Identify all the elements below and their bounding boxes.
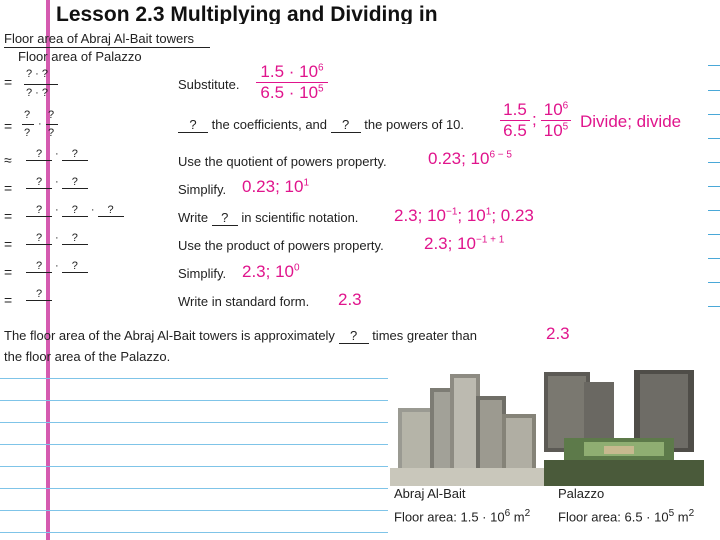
step-answer: 2.3; $10^0$ [242, 262, 300, 281]
header-numerator: Floor area of Abraj Al-Bait towers [4, 31, 195, 46]
blank-triple: ? · ? · ? [26, 204, 124, 217]
step-instruction: ? the coefficients, and ? the powers of 10. [178, 117, 464, 133]
blank-pair: ? · ? [26, 232, 88, 245]
step-answer: 2.3; $10^{-1 + 1}$ [424, 234, 505, 253]
power-fraction: $10^6$ $10^5$ [541, 100, 571, 141]
photo-label: Abraj Al-Bait [394, 486, 466, 501]
blank-pair: ? · ? [26, 148, 88, 161]
step-instruction: Substitute. [178, 77, 240, 92]
equals-sign: = [4, 292, 13, 308]
fraction-bar [24, 84, 58, 85]
equals-sign: = [4, 118, 13, 134]
placeholder: ? [48, 109, 55, 121]
placeholder-product: ? · ? [26, 68, 49, 80]
fraction-bar [46, 124, 58, 125]
dot: · [38, 118, 42, 130]
step-answer: Divide; divide [580, 112, 682, 131]
conclusion-answer: 2.3 [546, 324, 570, 343]
photo-floor-area: Floor area: $1.5 \cdot 10^6$ $m^2$ [394, 508, 531, 525]
step-instruction: Use the product of powers property. [178, 238, 384, 253]
abraj-al-bait-photo [390, 368, 545, 486]
equals-sign: = [4, 236, 13, 252]
equals-sign: = [4, 180, 13, 196]
step-instruction: Write ? in scientific notation. [178, 210, 359, 225]
blank-pair: ? · ? [26, 176, 88, 189]
header-fraction [4, 31, 214, 64]
placeholder-product: ? · ? [26, 87, 49, 99]
palazzo-illustration [544, 368, 704, 486]
step-instruction: Simplify. [178, 182, 227, 197]
blank-single: ? [26, 288, 52, 301]
photo-floor-area: Floor area: $6.5 \cdot 10^5$ $m^2$ [558, 508, 695, 525]
step-instruction: Use the quotient of powers property. [178, 154, 387, 169]
placeholder: ? [48, 127, 55, 139]
page-title: Lesson 2.3 Multiplying and Dividing in [56, 3, 438, 24]
blank-pair: ? · ? [26, 260, 88, 273]
approx-sign: ≈ [4, 152, 12, 168]
placeholder: ? [24, 109, 31, 121]
step-answer: 0.23; $10^1$ [242, 177, 310, 196]
separator: ; [532, 110, 537, 129]
building-cluster-illustration [390, 368, 545, 486]
step-answer: 2.3; $10^{-1}$; $10^1$; 0.23 [394, 206, 534, 225]
coefficient-fraction: 1.5 6.5 [500, 100, 530, 141]
fraction-bar [4, 47, 210, 48]
step-answer: 0.23; $10^{6 - 5}$ [428, 149, 512, 168]
palazzo-photo [544, 368, 704, 486]
work-column [4, 64, 164, 314]
equals-sign: = [4, 208, 13, 224]
step-answer: 2.3 [338, 290, 362, 309]
step-instruction: Write in standard form. [178, 294, 310, 309]
step-answer: $1.5 \cdot 10^6$ $6.5 \cdot 10^5$ [256, 62, 328, 103]
conclusion-line: the floor area of the Palazzo. [4, 349, 171, 364]
placeholder: ? [24, 127, 31, 139]
step-instruction: Simplify. [178, 266, 227, 281]
fraction-bar [22, 124, 34, 125]
equals-sign: = [4, 74, 13, 90]
header-denominator: Floor area of Palazzo [18, 49, 142, 64]
photo-label: Palazzo [558, 486, 605, 501]
conclusion-line: The floor area of the Abraj Al-Bait towers is approximately ? times greater than [4, 328, 477, 343]
equals-sign: = [4, 264, 13, 280]
